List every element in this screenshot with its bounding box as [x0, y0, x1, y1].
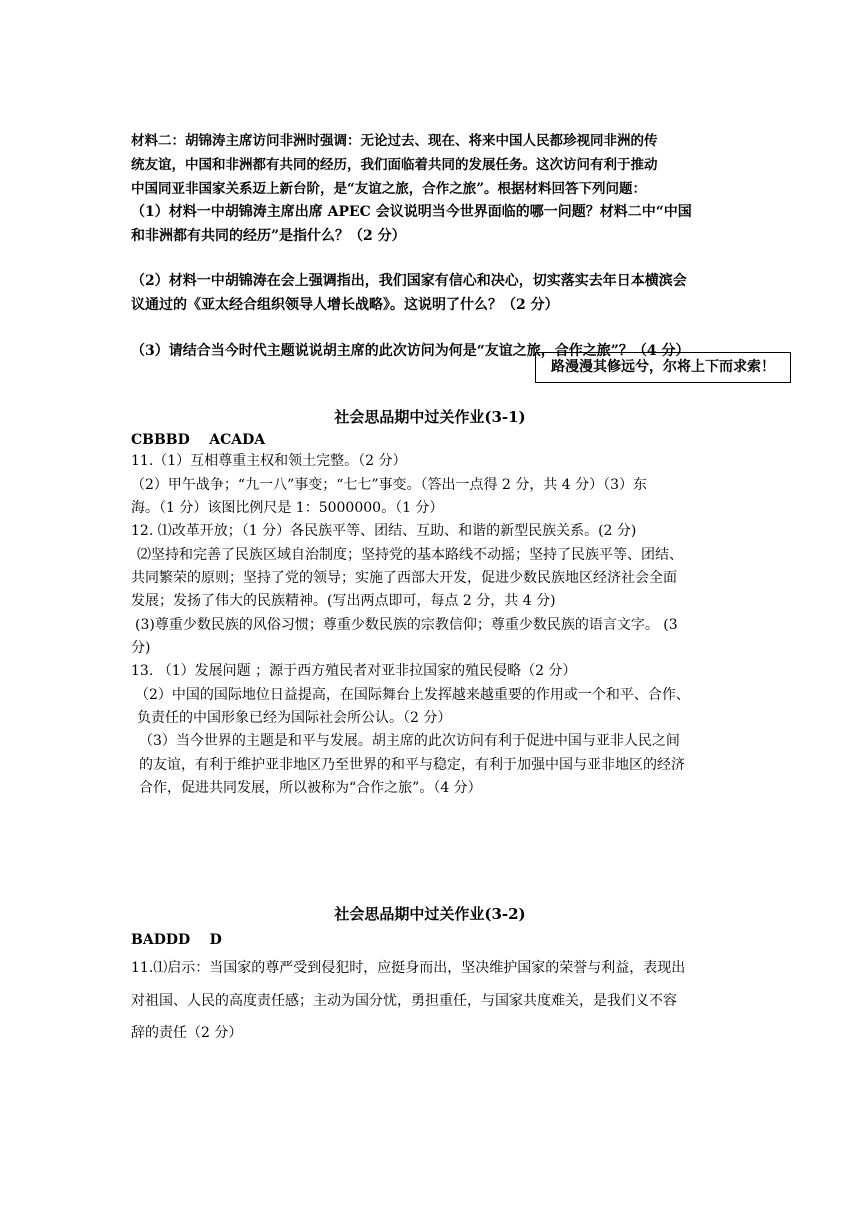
answer-line: 发展；发扬了伟大的民族精神。(写出两点即可，每点 2 分，共 4 分) — [131, 593, 556, 609]
answer-line: 合作，促进共同发展，所以被称为“合作之旅”。（4 分） — [139, 780, 482, 796]
material2-line: 统友谊，中国和非洲都有共同的经历，我们面临着共同的发展任务。这次访问有利于推动 — [131, 157, 658, 173]
answer-line: 11.⑴启示：当国家的尊严受到侵犯时，应挺身而出，坚决维护国家的荣誉与利益，表现出 — [131, 960, 686, 976]
material2-line: 中国同亚非国家关系迈上新台阶，是“友谊之旅，合作之旅”。根据材料回答下列问题： — [131, 181, 647, 197]
answer-line: （3）当今世界的主题是和平与发展。胡主席的此次访问有利于促进中国与亚非人民之间 — [139, 733, 680, 749]
answer-line: 12. ⑴改革开放；（1 分）各民族平等、团结、互助、和谐的新型民族关系。(2 分) — [131, 523, 637, 539]
answer-line: 的友谊，有利于维护亚非地区乃至世界的和平与稳定，有利于加强中国与亚非地区的经济 — [139, 757, 685, 773]
material2-line: 材料二：胡锦涛主席访问非洲时强调：无论过去、现在、将来中国人民都珍视同非洲的传 — [131, 133, 658, 149]
answer-choices: CBBBD ACADA — [131, 432, 266, 448]
question-1-line: （1）材料一中胡锦涛主席出席 APEC 会议说明当今世界面临的哪一问题？材料二中“中国 — [131, 204, 692, 220]
answer-line: 11.（1）互相尊重主权和领土完整。（2 分） — [131, 453, 407, 469]
answer-line: 海。（1 分）该图比例尺是 1：5000000。（1 分） — [131, 500, 444, 516]
answer-line: ⑵坚持和完善了民族区域自治制度；坚持党的基本路线不动摇；坚持了民族平等、团结、 — [137, 547, 683, 563]
answer-line: （2）甲午战争；“九一八”事变；“七七”事变。（答出一点得 2 分，共 4 分）（3）东 — [131, 477, 648, 493]
answer-line: 辞的责任（2 分） — [131, 1025, 243, 1041]
answer-choices: BADDD D — [131, 932, 222, 948]
answer-line: 对祖国、人民的高度责任感；主动为国分忧，勇担重任，与国家共度难关，是我们义不容 — [131, 993, 677, 1009]
answer-line: （2）中国的国际地位日益提高，在国际舞台上发挥越来越重要的作用或一个和平、合作、 — [135, 687, 690, 703]
question-3-line: （3）请结合当今时代主题说说胡主席的此次访问为何是“友谊之旅，合作之旅”？（4 分） — [131, 343, 690, 359]
section-title: 社会思品期中过关作业(3-2) — [334, 905, 526, 923]
question-2-line: 议通过的《亚太经合组织领导人增长战略》。这说明了什么？（2 分） — [131, 297, 559, 313]
answer-line: 13. （1）发展问题 ；源于西方殖民者对亚非拉国家的殖民侵略（2 分） — [131, 663, 577, 679]
answer-line: 分) — [131, 640, 151, 656]
question-2-line: （2）材料一中胡锦涛在会上强调指出，我们国家有信心和决心，切实落实去年日本横滨会 — [131, 273, 687, 289]
answer-line: 共同繁荣的原则；坚持了党的领导；实施了西部大开发，促进少数民族地区经济社会全面 — [131, 570, 677, 586]
question-1-line: 和非洲都有共同的经历”是指什么？（2 分） — [131, 228, 406, 244]
answer-line: (3)尊重少数民族的风俗习惯；尊重少数民族的宗教信仰；尊重少数民族的语言文字。 (3 — [135, 617, 678, 633]
motto-box: 路漫漫其修远兮，尔将上下而求索！ — [535, 352, 791, 383]
answer-line: 负责任的中国形象已经为国际社会所公认。（2 分） — [137, 710, 452, 726]
section-title: 社会思品期中过关作业(3-1) — [334, 408, 526, 426]
